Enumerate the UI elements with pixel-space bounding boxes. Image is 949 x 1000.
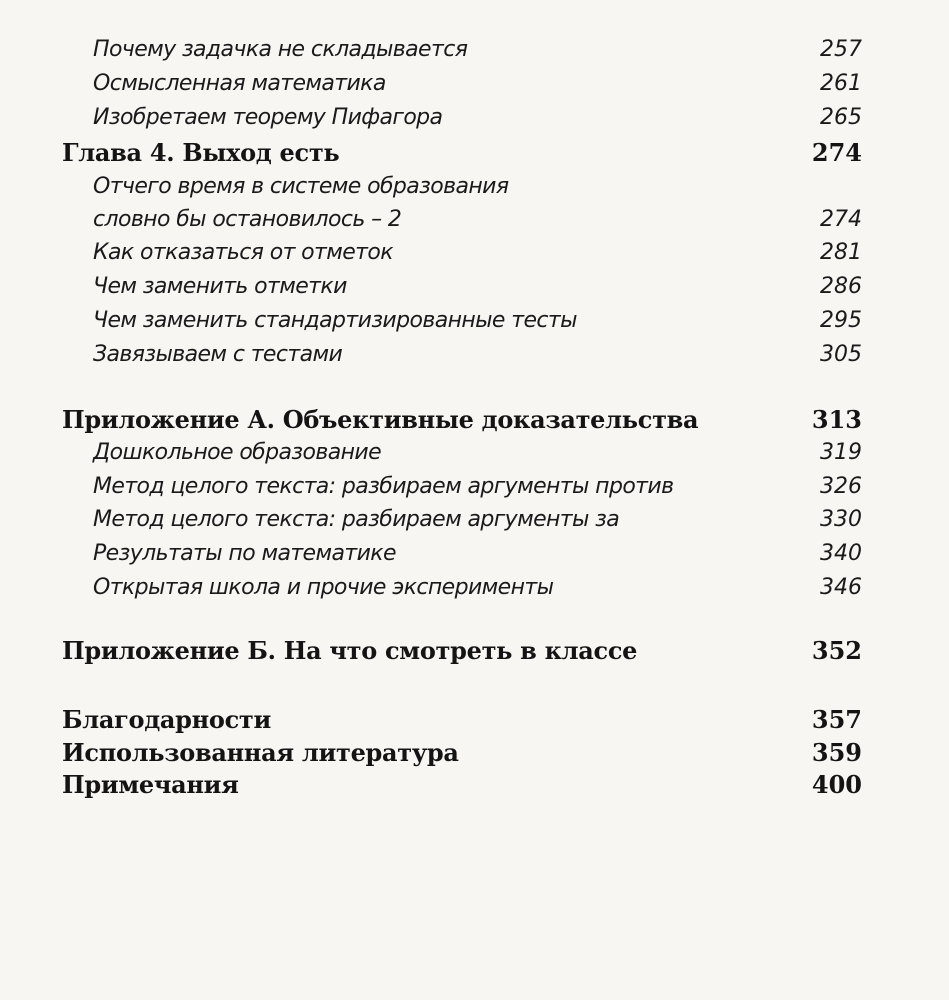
toc-entry-page: 286 [820,274,862,299]
toc-entry-page: 326 [820,474,862,499]
toc-entry-title: Завязываем с тестами [93,342,343,367]
toc-entry[interactable] [0,537,949,571]
toc-entry[interactable] [0,571,949,605]
toc-entry-page: 274 [820,207,862,232]
toc-entry[interactable] [0,101,949,135]
toc-entry[interactable] [0,203,949,237]
toc-section-page: 357 [811,705,862,734]
toc-entry[interactable] [0,503,949,537]
toc-entry-title: Как отказаться от отметок [93,240,393,265]
toc-section-page: 359 [811,738,862,767]
toc-chapter-page: 274 [811,138,862,167]
toc-entry-title: словно бы остановилось – 2 [93,207,402,232]
toc-entry-title: Почему задачка не складывается [93,37,468,62]
toc-entry-title: Отчего время в системе образования [93,174,509,199]
toc-entry[interactable] [0,436,949,470]
toc-section-title: Благодарности [62,705,271,734]
toc-chapter[interactable] [0,136,949,170]
toc-entry[interactable] [0,67,949,101]
toc-section-page: 400 [811,770,862,799]
toc-entry-title: Дошкольное образование [93,440,382,465]
toc-appendix-title: Приложение А. Объективные доказательства [62,405,699,434]
toc-entry-page: 346 [820,575,862,600]
toc-entry-title: Чем заменить отметки [93,274,347,299]
toc-entry-page: 330 [820,507,862,532]
toc-entry-page: 305 [820,342,862,367]
toc-entry-title: Чем заменить стандартизированные тесты [93,308,577,333]
toc-entry[interactable] [0,270,949,304]
toc-section[interactable] [0,736,949,770]
toc-section-title: Примечания [62,770,239,799]
toc-entry[interactable] [0,170,949,204]
toc-entry-page: 261 [820,71,862,96]
toc-entry-page: 319 [820,440,862,465]
toc-entry-page: 340 [820,541,862,566]
toc-entry-title: Метод целого текста: разбираем аргументы за [93,507,620,532]
toc-entry-title: Изобретаем теорему Пифагора [93,105,443,130]
toc-entry-page: 281 [820,240,862,265]
toc-entry-page: 257 [820,37,862,62]
toc-entry-title: Результаты по математике [93,541,396,566]
toc-section[interactable] [0,703,949,737]
toc-section-title: Использованная литература [62,738,459,767]
toc-entry[interactable] [0,338,949,372]
toc-entry-title: Осмысленная математика [93,71,386,96]
toc-appendix[interactable] [0,403,949,437]
toc-entry[interactable] [0,470,949,504]
toc-appendix-page: 313 [811,405,862,434]
toc-appendix-page: 352 [811,636,862,665]
toc-entry[interactable] [0,304,949,338]
toc-entry[interactable] [0,236,949,270]
toc-appendix[interactable] [0,634,949,668]
toc-section[interactable] [0,768,949,802]
toc-appendix-title: Приложение Б. На что смотреть в классе [62,636,638,665]
toc-entry-title: Открытая школа и прочие эксперименты [93,575,554,600]
toc-entry-title: Метод целого текста: разбираем аргументы против [93,474,674,499]
toc-entry[interactable] [0,33,949,67]
toc-entry-page: 265 [820,105,862,130]
toc-chapter-title: Глава 4. Выход есть [62,138,340,167]
toc-entry-page: 295 [820,308,862,333]
